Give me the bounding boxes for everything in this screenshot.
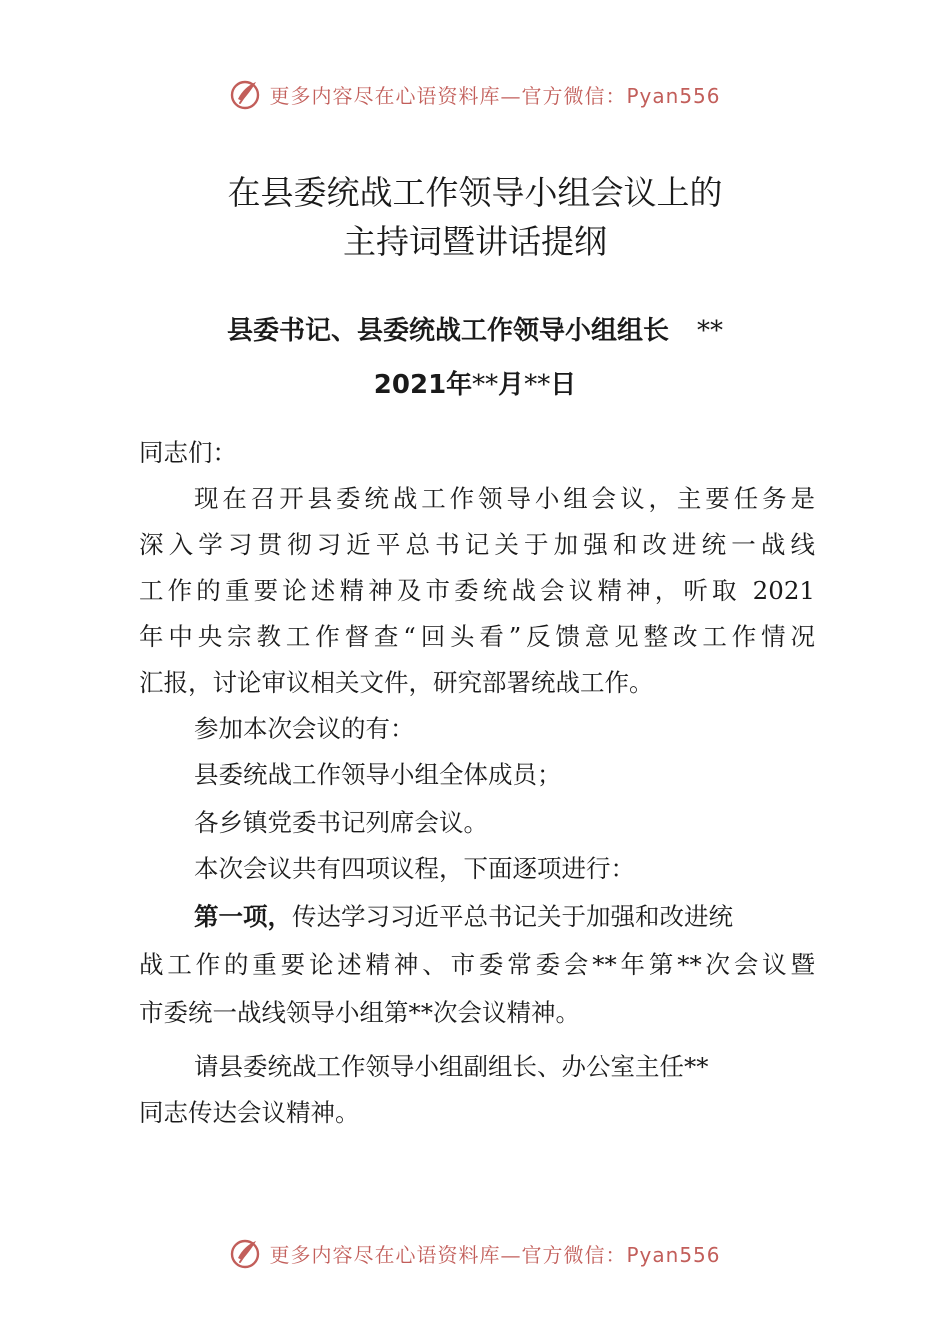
date-line: 2021年**月**日 [373, 370, 577, 400]
agenda-item-1: 第一项，传达学习习近平总书记关于加强和改进统 [194, 902, 733, 931]
attendee-item: 各乡镇党委书记列席会议。 [194, 808, 488, 837]
paragraph-line: 年中央宗教工作督查“回头看”反馈意见整改工作情况 [139, 622, 815, 651]
footer-banner [0, 1233, 950, 1273]
paragraph-line: 汇报，讨论审议相关文件，研究部署统战工作。 [139, 668, 654, 697]
document-title [0, 168, 950, 266]
author-title: 县委书记、县委统战工作领导小组组长 [226, 316, 669, 346]
paragraph-line: 深入学习贯彻习近平总书记关于加强和改进统一战线 [139, 530, 815, 559]
banner-text: 更多内容尽在心语资料库—官方微信：Pyan556 [269, 83, 721, 108]
agenda-intro [194, 846, 815, 892]
paragraph-line: 工作的重要论述精神及市委统战会议精神，听取 2021 [139, 576, 815, 605]
logo-icon [229, 77, 263, 111]
author-line [0, 310, 950, 356]
logo-icon [229, 1236, 263, 1270]
greeting: 同志们： [139, 438, 237, 467]
paragraph-line: 同志传达会议精神。 [139, 1098, 360, 1127]
agenda-bold: 本次会议共有四项议程， [194, 854, 464, 883]
title-line-1: 在县委统战工作领导小组会议上的 [227, 173, 723, 212]
author-name-mask: ** [697, 316, 723, 346]
banner-text: 更多内容尽在心语资料库—官方微信：Pyan556 [269, 1242, 721, 1267]
paragraph-line: 市委统一战线领导小组第**次会议精神。 [139, 998, 580, 1027]
agenda-item-label: 第一项， [194, 902, 292, 931]
paragraph-line: 请县委统战工作领导小组副组长、办公室主任** [194, 1052, 709, 1081]
header-banner [0, 74, 950, 114]
attendees-heading: 参加本次会议的有： [194, 714, 415, 743]
paragraph-line: 战工作的重要论述精神、市委常委会**年第**次会议暨 [139, 950, 815, 979]
title-line-2: 主持词暨讲话提纲 [343, 222, 607, 261]
attendee-item: 县委统战工作领导小组全体成员； [194, 760, 562, 789]
agenda-rest: 下面逐项进行： [463, 854, 635, 883]
paragraph-line: 现在召开县委统战工作领导小组会议，主要任务是 [194, 484, 815, 513]
